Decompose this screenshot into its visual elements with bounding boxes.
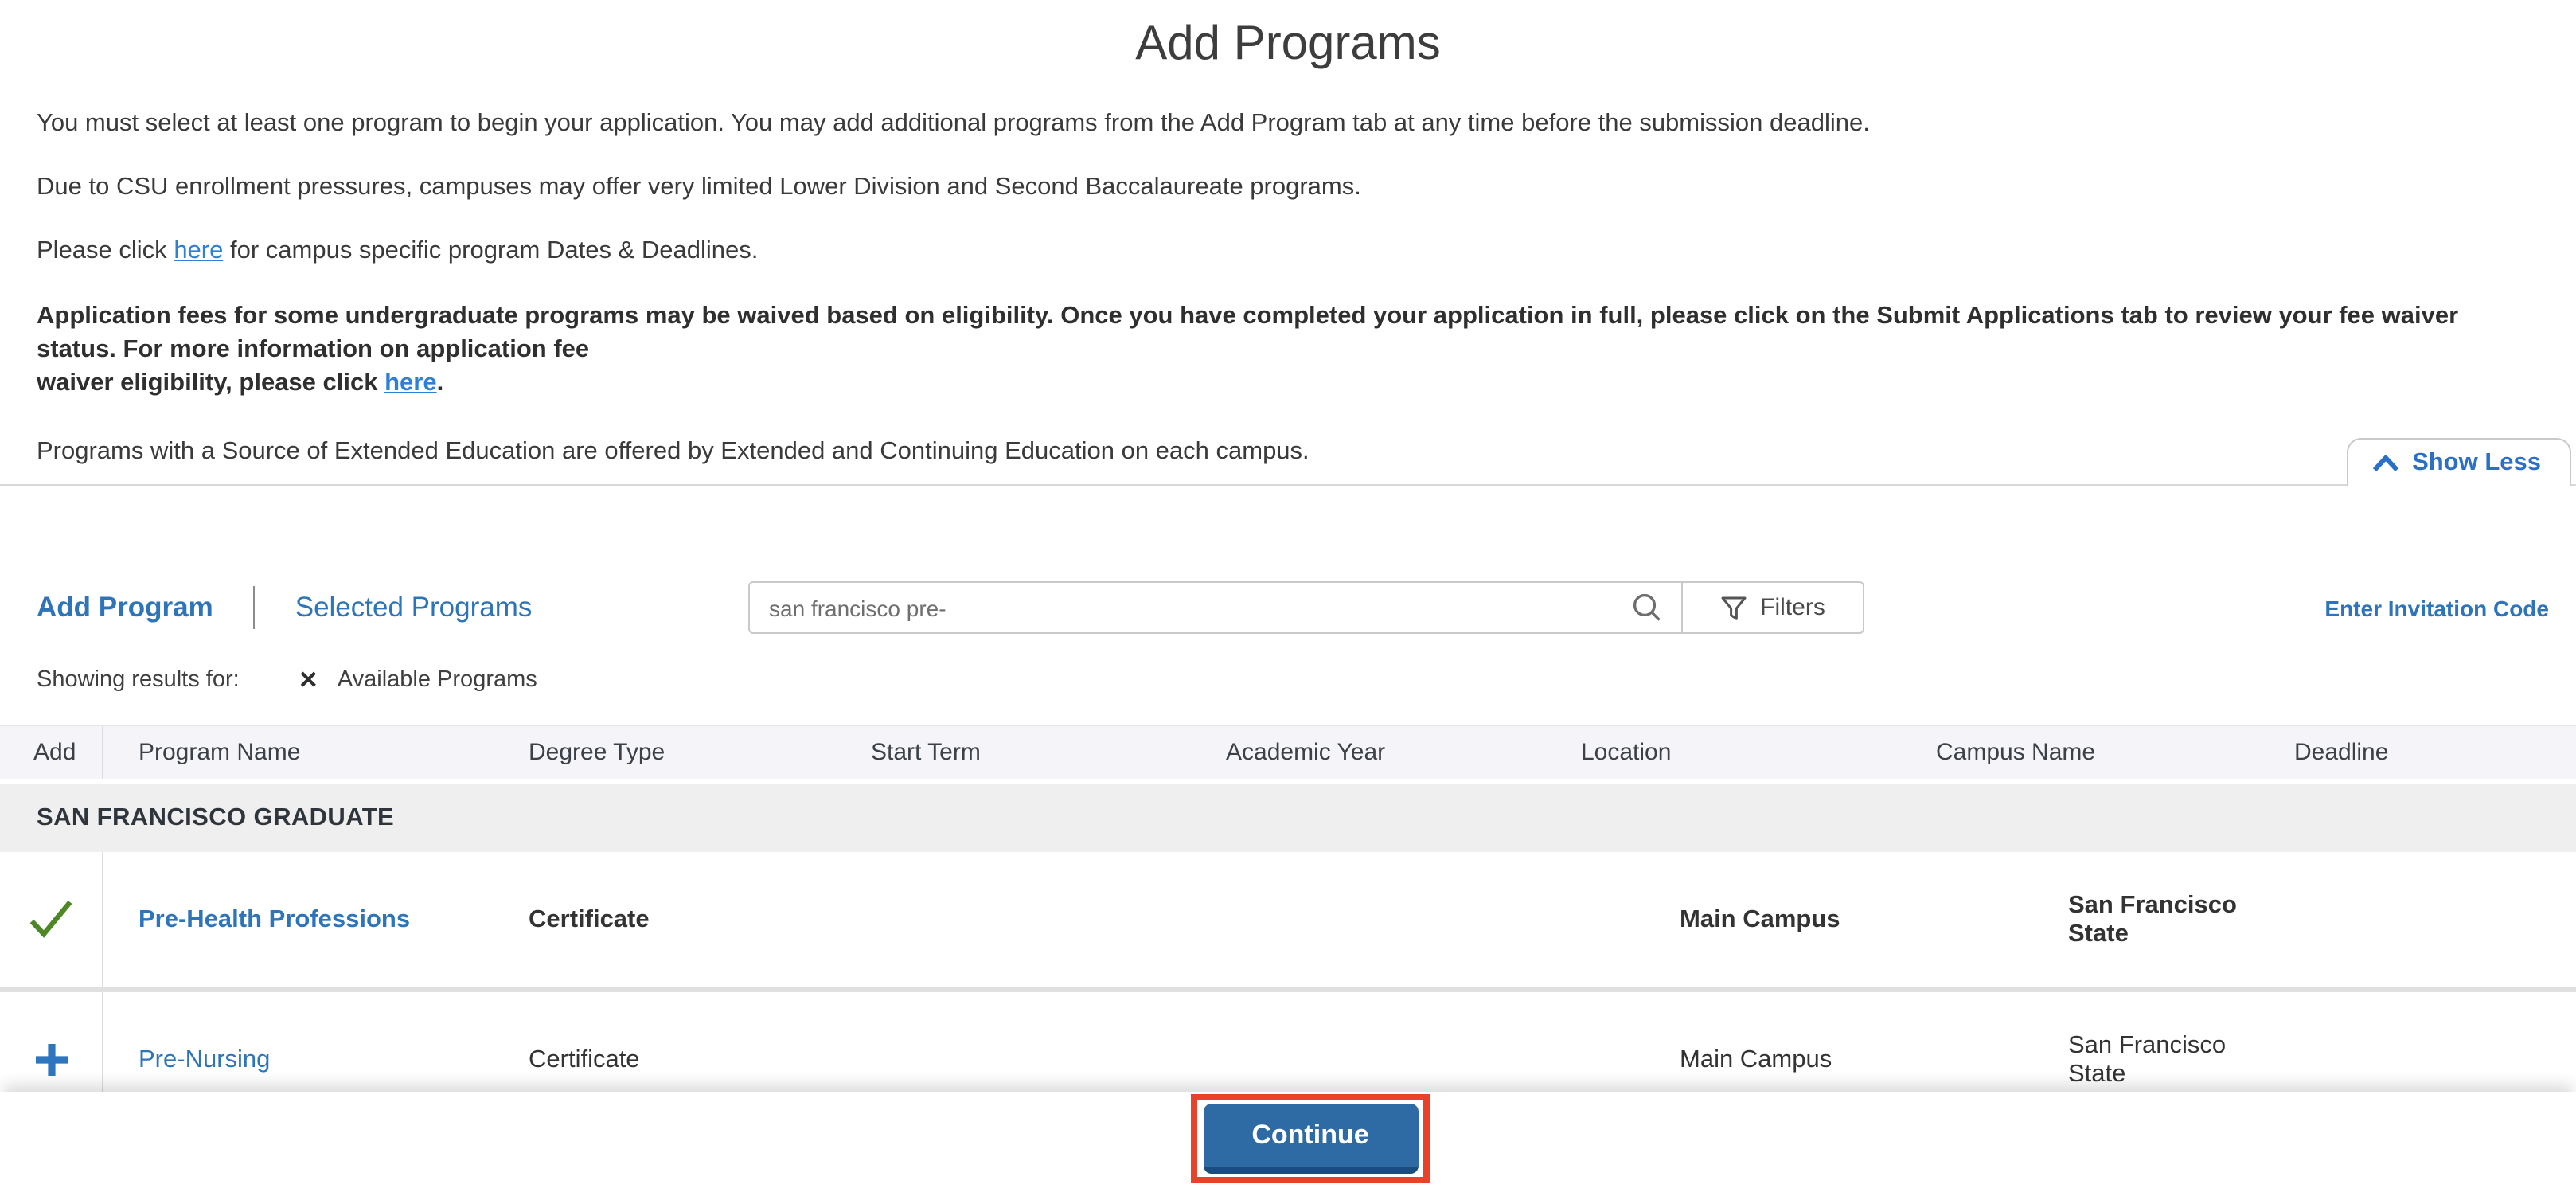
- toolbar: [0, 486, 2576, 725]
- results-row: [37, 667, 537, 693]
- program-link[interactable]: Pre-Health Professions: [139, 905, 411, 932]
- showing-results-label: Showing results for:: [37, 667, 240, 693]
- annotation-highlight-box: [1191, 1094, 1430, 1183]
- filter-chip-label: Available Programs: [337, 667, 537, 693]
- group-header-label: SAN FRANCISCO GRADUATE: [37, 803, 395, 831]
- program-tabs: [37, 586, 532, 629]
- search-input[interactable]: [750, 595, 1632, 620]
- column-header-start-term: Start Term: [871, 739, 981, 766]
- column-header-campus-name: Campus Name: [1936, 739, 2096, 766]
- fee-waiver-here-link[interactable]: here: [384, 369, 437, 397]
- program-name-cell: [103, 905, 494, 934]
- intro-paragraph-5: Programs with a Source of Extended Education are offered by Extended and Continuing Education on each campus.: [37, 438, 1309, 465]
- search-group: [748, 581, 1864, 634]
- table-header-row: [0, 725, 2576, 779]
- paragraph-text: for campus specific program Dates & Deadlines.: [223, 237, 759, 264]
- programs-table: [0, 725, 2576, 1128]
- column-header-add: Add: [0, 726, 103, 779]
- footer-bar: [0, 1092, 2576, 1196]
- paragraph-text: waiver eligibility, please click: [37, 369, 385, 397]
- show-less-label: Show Less: [2412, 448, 2541, 475]
- chevron-up-icon: [2372, 455, 2399, 471]
- paragraph-text: Application fees for some undergraduate programs may be waived based on eligibility. Once you have completed your application in full, please click on the Submit Applications tab to review your fee waiver status. For more information on application fee: [37, 303, 2459, 363]
- plus-icon[interactable]: [33, 1042, 69, 1078]
- tab-divider: [253, 586, 256, 629]
- column-header-deadline: Deadline: [2294, 739, 2389, 766]
- added-cell: [0, 852, 103, 987]
- tab-selected-programs[interactable]: Selected Programs: [295, 591, 533, 623]
- group-header-row: [0, 784, 2576, 852]
- location-cell: Main Campus: [1680, 1046, 1832, 1073]
- filters-button[interactable]: [1683, 583, 1863, 632]
- paragraph-text: Please click: [37, 237, 174, 264]
- check-icon: [27, 898, 75, 941]
- search-icon[interactable]: [1632, 592, 1662, 623]
- tab-add-program[interactable]: Add Program: [37, 591, 213, 623]
- campus-name-cell: San Francisco State: [2068, 1031, 2227, 1087]
- column-header-degree-type: Degree Type: [529, 739, 665, 766]
- table-row: [0, 852, 2576, 987]
- filters-label: Filters: [1760, 594, 1825, 621]
- column-header-academic-year: Academic Year: [1226, 739, 1386, 766]
- dates-deadlines-here-link[interactable]: here: [174, 237, 224, 264]
- column-header-location: Location: [1581, 739, 1672, 766]
- show-less-button[interactable]: [2347, 438, 2571, 486]
- funnel-icon: [1720, 595, 1746, 620]
- degree-type-cell: Certificate: [529, 905, 650, 932]
- intro-paragraph-4: [37, 299, 2539, 400]
- location-cell: Main Campus: [1680, 905, 1840, 932]
- degree-type-cell: Certificate: [529, 1046, 640, 1073]
- paragraph-text: .: [436, 369, 444, 397]
- program-link[interactable]: Pre-Nursing: [139, 1046, 271, 1073]
- continue-button[interactable]: Continue: [1203, 1104, 1418, 1174]
- intro-paragraph-3: [37, 234, 2539, 268]
- remove-filter-icon[interactable]: ✕: [298, 666, 318, 694]
- available-programs-filter-chip: [299, 667, 537, 693]
- intro-paragraph-2: Due to CSU enrollment pressures, campuses may offer very limited Lower Division and Second Baccalaureate programs.: [37, 174, 1361, 201]
- campus-name-cell: San Francisco State: [2068, 891, 2237, 947]
- column-header-program-name: Program Name: [139, 739, 301, 766]
- page-title: Add Programs: [1135, 18, 1441, 70]
- intro-paragraph-1: You must select at least one program to begin your application. You may add additional programs from the Add Program tab at any time before the submission deadline.: [37, 110, 1870, 137]
- program-name-cell: [103, 1046, 494, 1074]
- intro-section: [0, 0, 2576, 486]
- enter-invitation-code-link[interactable]: Enter Invitation Code: [2324, 596, 2549, 621]
